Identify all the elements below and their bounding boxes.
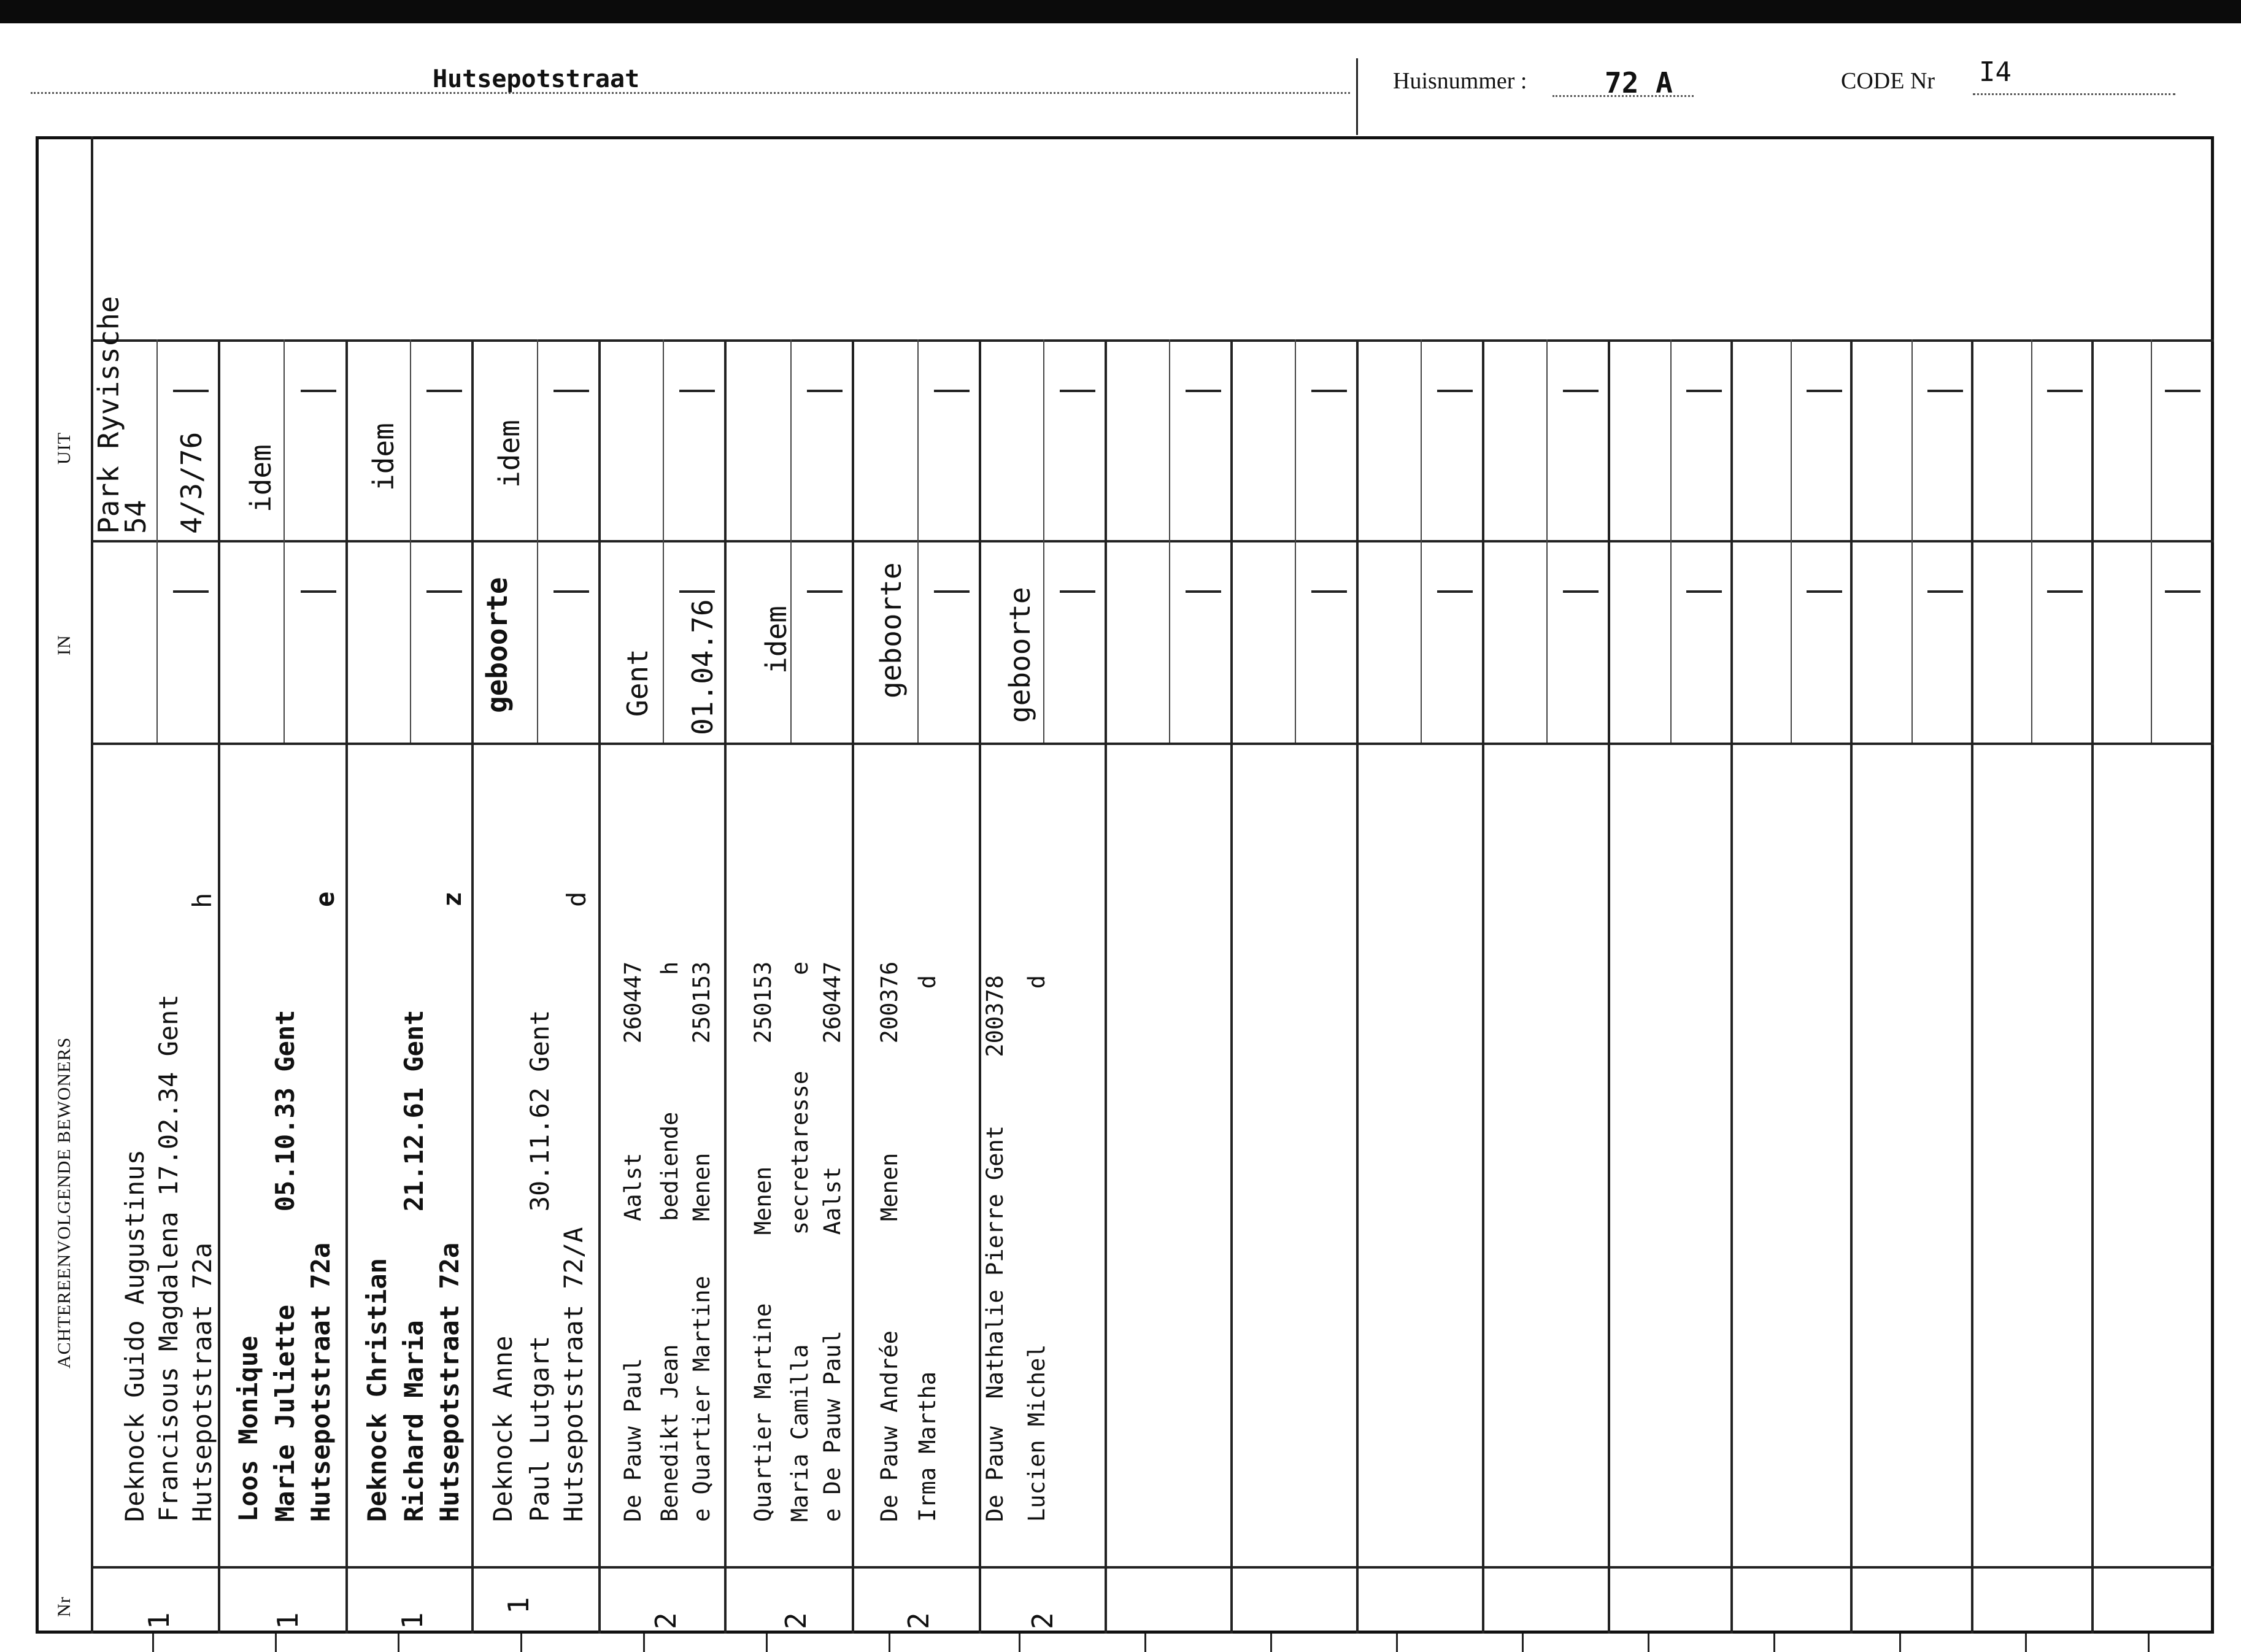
record-nr: 2 (779, 1612, 812, 1629)
sub-col-divider (1670, 339, 1672, 743)
record-nr: 2 (902, 1612, 935, 1629)
tick-mark (152, 1634, 154, 1652)
col-divider (218, 339, 220, 1634)
code-dotted-line (1973, 93, 2175, 95)
record-nr: 1 (502, 1597, 535, 1614)
sub-col-divider (1295, 339, 1296, 743)
col-divider (2091, 339, 2094, 1634)
sub-col-divider (1043, 339, 1044, 743)
tick-mark (1773, 1634, 1775, 1652)
dash-mark (807, 390, 843, 392)
dash-mark (1060, 390, 1095, 392)
record-line: Deknock Guido Augustinus (120, 1149, 150, 1522)
col-divider (345, 339, 348, 1634)
sub-col-divider (917, 339, 919, 743)
line-bewoners-nr (92, 1566, 2214, 1569)
sub-col-divider (1546, 339, 1548, 743)
dash-mark (554, 590, 589, 593)
house-number: 72 A (1605, 66, 1673, 99)
record-line: Loos Monique (233, 1335, 263, 1522)
in-idem: idem (760, 606, 793, 674)
dash-mark (301, 590, 336, 593)
dash-mark (1060, 590, 1095, 593)
col-divider (1608, 339, 1610, 1634)
record-code: h (187, 892, 217, 908)
tick-mark (1396, 1634, 1398, 1652)
street-dotted-line (31, 92, 1350, 94)
dash-mark (426, 390, 462, 392)
record-nr: 1 (142, 1612, 176, 1629)
record-code: d (561, 891, 592, 907)
record-line: Lucien Michel d (1024, 975, 1050, 1522)
record-line: Marie Juliette 05.10.33 Gent (270, 1009, 300, 1522)
sub-col-divider (1421, 339, 1422, 743)
tick-mark (1522, 1634, 1524, 1652)
col-divider (1730, 339, 1733, 1634)
dash-mark (1927, 590, 1963, 593)
dash-mark (1186, 390, 1221, 392)
sub-col-divider (2031, 339, 2032, 743)
record-line: Richard Maria 21.12.61 Gent (399, 1009, 429, 1522)
record-nr: 2 (649, 1612, 682, 1629)
in-date: 01.04.76 (686, 599, 719, 735)
dash-mark (934, 590, 970, 593)
record-line: Deknock Christian (362, 1258, 392, 1522)
tick-mark (1648, 1634, 1649, 1652)
in-geboorte: geboorte (480, 577, 514, 713)
dash-mark (1437, 390, 1473, 392)
tick-mark (766, 1634, 768, 1652)
record-line: Maria Camilla secretaresse e (787, 961, 813, 1522)
dash-mark (1807, 390, 1842, 392)
street-name: Hutsepotstraat (433, 65, 640, 93)
tick-mark (643, 1634, 645, 1652)
dash-mark (1807, 590, 1842, 593)
col-divider (471, 339, 474, 1634)
dash-mark (1311, 390, 1347, 392)
dash-mark (934, 390, 970, 392)
header-divider (1356, 58, 1358, 135)
record-line: De Pauw Nathalie Pierre Gent 200378 (982, 975, 1008, 1522)
uit-date: 4/3/76 (175, 431, 208, 534)
tick-mark (889, 1634, 890, 1652)
tick-mark (2148, 1634, 2150, 1652)
dash-mark (1311, 590, 1347, 593)
sub-col-divider (1791, 339, 1792, 743)
dash-mark (1437, 590, 1473, 593)
col-divider (1356, 339, 1359, 1634)
sub-col-divider (537, 339, 538, 743)
scan-top-edge (0, 0, 2241, 23)
in-geboorte: geboorte (1003, 587, 1036, 723)
sub-col-divider (2151, 339, 2152, 743)
col-divider (1850, 339, 1853, 1634)
record-code: z (437, 891, 467, 907)
record-nr: 2 (1026, 1612, 1059, 1629)
sub-col-divider (410, 339, 411, 743)
dash-mark (2047, 590, 2083, 593)
code-value: I4 (1979, 56, 2012, 88)
record-code: e (310, 891, 340, 907)
col-divider (724, 339, 727, 1634)
dash-mark (173, 390, 209, 392)
record-line: e De Pauw Paul Aalst 260447 (819, 961, 846, 1522)
dash-mark (2047, 390, 2083, 392)
dash-mark (1927, 390, 1963, 392)
record-line: Hutsepotstraat 72/A (558, 1227, 588, 1522)
record-line: Irma Martha d (914, 975, 941, 1522)
uit-idem: idem (493, 420, 526, 488)
tick-mark (1899, 1634, 1901, 1652)
dash-mark (554, 390, 589, 392)
tick-mark (275, 1634, 277, 1652)
tick-mark (1270, 1634, 1272, 1652)
tick-mark (1144, 1634, 1146, 1652)
tick-mark (520, 1634, 522, 1652)
record-line: Deknock Anne (488, 1335, 518, 1522)
record-line: Quartier Martine Menen 250153 (750, 961, 776, 1522)
dash-mark (2165, 590, 2200, 593)
dash-mark (1563, 390, 1599, 392)
record-line: Benedikt Jean bediende h (657, 961, 683, 1522)
sub-col-divider (663, 339, 664, 743)
label-bewoners: ACHTEREENVOLGENDE BEWONERS (54, 1036, 74, 1368)
dash-mark (1186, 590, 1221, 593)
dash-mark (301, 390, 336, 392)
col-divider (598, 339, 601, 1634)
dash-mark (1563, 590, 1599, 593)
dash-mark (679, 390, 715, 392)
col-divider (852, 339, 854, 1634)
sub-col-divider (284, 339, 285, 743)
line-in-bewoners (92, 743, 2214, 745)
record-line: Hutsepotstraat 72a (434, 1242, 465, 1522)
col-divider (979, 339, 981, 1634)
record-nr: 1 (396, 1612, 429, 1629)
sub-col-divider (1169, 339, 1170, 743)
label-uit: UIT (54, 432, 74, 465)
sub-col-divider (156, 339, 158, 743)
record-line: Hutsepotstraat 72a (306, 1242, 336, 1522)
dash-mark (1686, 390, 1722, 392)
label-nr: Nr (54, 1596, 74, 1617)
dash-mark (173, 590, 209, 593)
record-line: De Pauw Andrée Menen 200376 (876, 961, 903, 1522)
uit-idem: idem (244, 444, 277, 512)
sub-col-divider (790, 339, 792, 743)
dash-mark (807, 590, 843, 593)
dash-mark (426, 590, 462, 593)
in-geboorte: geboorte (874, 562, 908, 698)
record-line: Hutsepotstraat 72a (187, 1242, 217, 1522)
code-label: CODE Nr (1841, 68, 1935, 94)
dash-mark (2165, 390, 2200, 392)
record-line: De Pauw Paul Aalst 260447 (620, 961, 646, 1522)
uit-idem: idem (367, 423, 400, 491)
label-in: IN (54, 635, 74, 655)
in-place: Gent (621, 649, 654, 717)
dash-mark (1686, 590, 1722, 593)
tick-mark (398, 1634, 399, 1652)
uit-destination: Park Ryvissche 54 (92, 296, 152, 534)
house-number-label: Huisnummer : (1393, 68, 1527, 94)
tick-mark (2025, 1634, 2027, 1652)
record-nr: 1 (271, 1612, 304, 1629)
record-line: Paul Lutgart 30.11.62 Gent (525, 1009, 555, 1522)
col-divider (1105, 339, 1107, 1634)
sub-col-divider (1911, 339, 1913, 743)
record-line: Francisous Magdalena 17.02.34 Gent (153, 994, 183, 1522)
record-line: e Quartier Martine Menen 250153 (688, 961, 715, 1522)
col-divider (1230, 339, 1233, 1634)
dash-mark (679, 590, 715, 593)
col-divider (1971, 339, 1973, 1634)
tick-mark (1019, 1634, 1020, 1652)
col-divider (1482, 339, 1484, 1634)
